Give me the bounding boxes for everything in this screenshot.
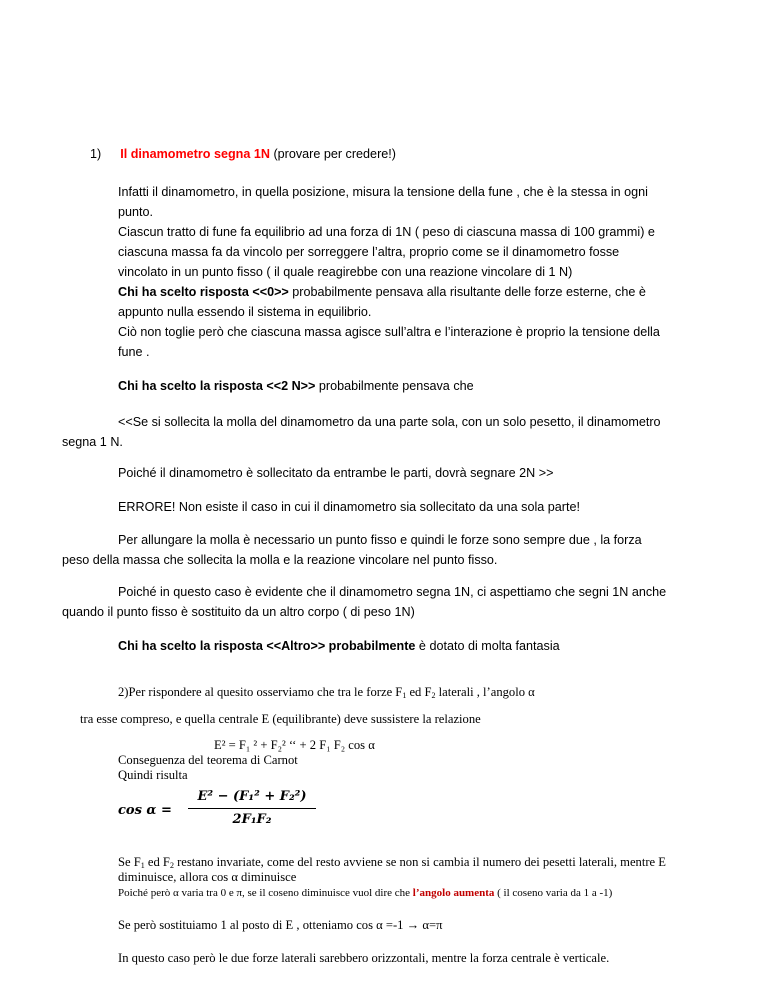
paragraph-final: In questo caso però le due forze laterali sarebbero orizzontali, mentre la forza centrale è verticale.	[118, 951, 610, 965]
paragraph-quote-line1: <<Se si sollecita la molla del dinamometro da una parte sola, con un solo pesetto, il dinamometro	[118, 415, 661, 429]
subscript: 2	[169, 861, 174, 870]
text-span: ( il coseno varia da 1 a -1)	[494, 887, 613, 899]
fraction	[184, 788, 320, 829]
paragraph-expectation-line2: quando il punto fisso è sostituito da un altro corpo ( di peso 1N)	[62, 605, 415, 619]
text-span: ed F	[144, 855, 170, 869]
text-span: ed F	[406, 685, 432, 699]
text-span: Se F	[118, 855, 141, 869]
text-span: 2)Per rispondere al quesito osserviamo che tra le forze F	[118, 685, 403, 699]
bold-answer-0: Chi ha scelto risposta <<0>>	[118, 285, 289, 299]
text-span: laterali , l’angolo α	[435, 685, 535, 699]
text-line	[118, 282, 660, 302]
text-line: punto.	[118, 205, 154, 219]
paragraph-quote-line2: segna 1 N.	[62, 435, 123, 449]
text-line: appunto nulla essendo il sistema in equilibrio.	[118, 305, 372, 319]
text-line: ciascuna massa fa da vincolo per sorreggere l’altra, proprio come se il dinamometro fosse	[118, 245, 620, 259]
section-1-heading	[90, 144, 396, 164]
text-line: Ciò non toglie però che ciascuna massa agisce sull’altra e l’interazione è proprio la tensione della	[118, 325, 660, 339]
text-span: probabilmente pensava alla risultante delle forze esterne, che è	[288, 285, 646, 299]
text-span: restano invariate, come del resto avviene se non si cambia il numero dei pesetti laterali, mentre E	[173, 855, 666, 869]
paragraph-explanation	[118, 182, 660, 362]
bold-answer-2n: Chi ha scelto la risposta <<2 N>>	[118, 379, 316, 393]
subscript: 1	[402, 691, 407, 700]
paragraph-2n-intro	[118, 376, 474, 396]
text-span: Poiché però α varia tra 0 e π, se il coseno diminuisce vuol dire che	[118, 887, 413, 899]
fraction-numerator: E² − (F₁² + F₂²)	[197, 789, 307, 804]
quindi-text: Quindi risulta	[118, 768, 188, 782]
bold-answer-altro: Chi ha scelto la risposta <<Altro>> probabilmente	[118, 639, 416, 653]
section-number: 1)	[90, 147, 102, 161]
text-line: Ciascun tratto di fune fa equilibrio ad una forza di 1N ( peso di ciascuna massa di 100 grammi) e	[118, 225, 655, 239]
carnot-caption: Conseguenza del teorema di Carnot	[118, 753, 298, 767]
heading-red-text: Il dinamometro segna 1N	[120, 147, 270, 161]
carnot-formula: E² = F₁ ² + F₂² ‘‘ + 2 F₁ F₂ cos α	[214, 738, 375, 752]
paragraph-altro	[118, 636, 560, 656]
fraction-denominator: 2F₁F₂	[232, 812, 272, 827]
text-line: fune .	[118, 345, 150, 359]
section-2-intro	[118, 684, 535, 701]
subscript: 1	[140, 861, 145, 870]
angle-increases-red: l’angolo aumenta	[412, 887, 495, 899]
paragraph-both-sides: Poiché il dinamometro è sollecitato da entrambe le parti, dovrà segnare 2N >>	[118, 466, 554, 480]
heading-rest-text: (provare per credere!)	[269, 147, 396, 161]
paragraph-angle-note	[118, 885, 612, 902]
paragraph-fixed-point-line2: peso della massa che sollecita la molla e la reazione vincolare nel punto fisso.	[62, 553, 498, 567]
paragraph-error: ERRORE! Non esiste il caso in cui il dinamometro sia sollecitato da una sola parte!	[118, 500, 580, 514]
paragraph-fixed-point-line1: Per allungare la molla è necessario un punto fisso e quindi le forze sono sempre due , la forza	[118, 533, 642, 547]
text-span: è dotato di molta fantasia	[415, 639, 560, 653]
paragraph-se-line2: diminuisce, allora cos α diminuisce	[118, 870, 297, 884]
text-line: vincolato in un punto fisso ( il quale reagirebbe con una reazione vincolare di 1 N)	[118, 265, 573, 279]
section-2-line2: tra esse compreso, e quella centrale E (equilibrante) deve sussistere la relazione	[80, 712, 481, 726]
cos-label: cos α =	[118, 803, 172, 818]
paragraph-expectation-line1: Poiché in questo caso è evidente che il dinamometro segna 1N, ci aspettiamo che segni 1N anche	[118, 585, 667, 599]
paragraph-substitute: Se però sostituiamo 1 al posto di E , otteniamo cos α =-1 → α=π	[118, 918, 443, 932]
text-span: probabilmente pensava che	[315, 379, 474, 393]
subscript: 2	[431, 691, 436, 700]
text-line: Infatti il dinamometro, in quella posizione, misura la tensione della fune , che è la stessa in ogni	[118, 185, 648, 199]
fraction-bar	[188, 808, 316, 809]
